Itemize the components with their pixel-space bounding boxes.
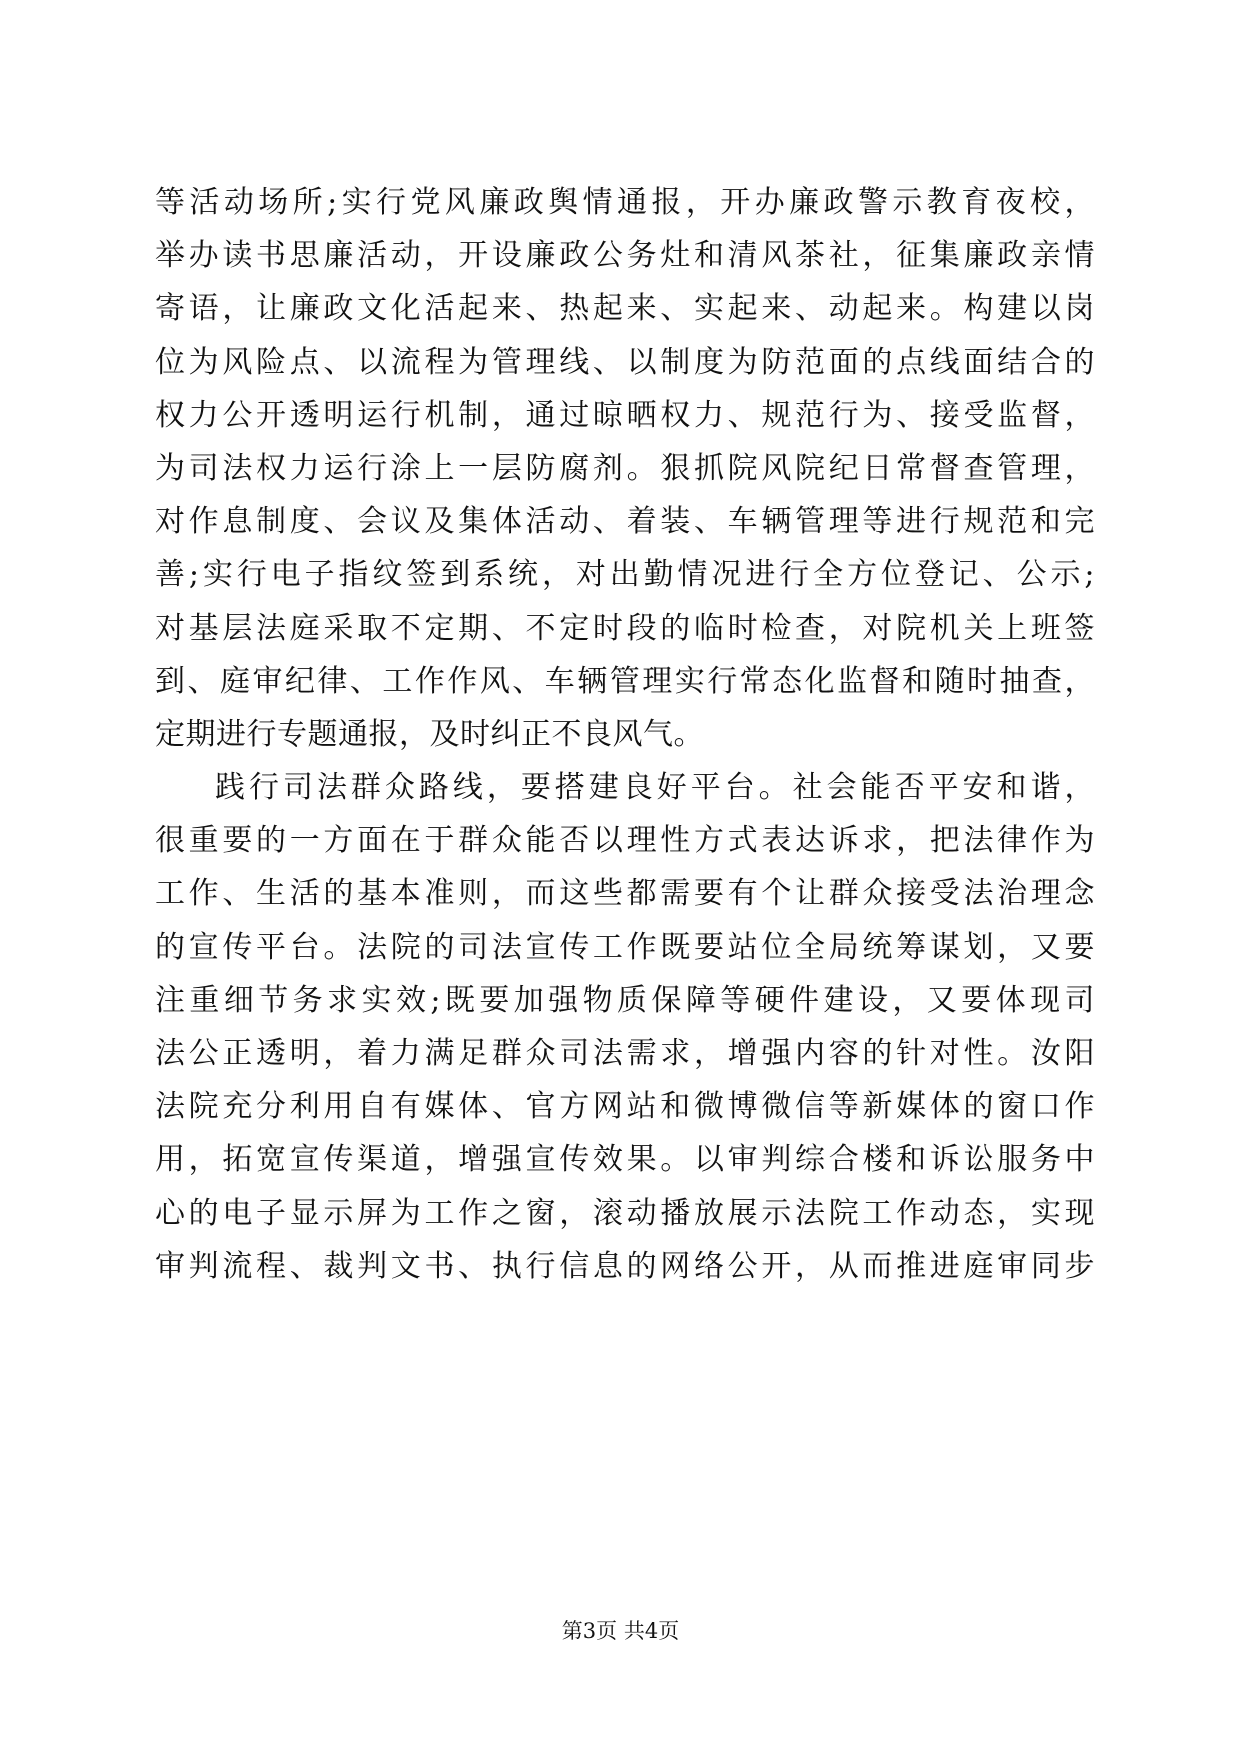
text-line: 心的电子显示屏为工作之窗，滚动播放展示法院工作动态，实现 [155,1195,1095,1231]
text-line: 位为风险点、以流程为管理线、以制度为防范面的点线面结合的 [155,344,1095,380]
text-line: 善;实行电子指纹签到系统，对出勤情况进行全方位登记、公示; [155,557,1095,593]
text-line: 到、庭审纪律、工作作风、车辆管理实行常态化监督和随时抽查， [155,663,1095,699]
text-line: 法院充分利用自有媒体、官方网站和微博微信等新媒体的窗口作 [155,1089,1095,1125]
text-line: 等活动场所;实行党风廉政舆情通报，开办廉政警示教育夜校， [155,185,1095,220]
text-line: 权力公开透明运行机制，通过晾晒权力、规范行为、接受监督， [155,397,1095,433]
text-line: 审判流程、裁判文书、执行信息的网络公开，从而推进庭审同步 [155,1248,1095,1284]
page-number-footer: 第3页 共4页 [561,1619,680,1643]
text-line: 用，拓宽宣传渠道，增强宣传效果。以审判综合楼和诉讼服务中 [155,1142,1095,1178]
text-line: 寄语，让廉政文化活起来、热起来、实起来、动起来。构建以岗 [155,291,1095,327]
text-line: 举办读书思廉活动，开设廉政公务灶和清风茶社，征集廉政亲情 [155,238,1095,274]
text-line: 工作、生活的基本准则，而这些都需要有个让群众接受法治理念 [155,876,1095,912]
text-line: 注重细节务求实效;既要加强物质保障等硬件建设，又要体现司 [155,982,1095,1018]
document-body [155,176,1095,1293]
text-line: 对作息制度、会议及集体活动、着装、车辆管理等进行规范和完 [155,504,1095,540]
text-line: 法公正透明，着力满足群众司法需求，增强内容的针对性。汝阳 [155,1036,1095,1071]
text-line: 对基层法庭采取不定期、不定时段的临时检查，对院机关上班签 [155,610,1095,646]
text-line: 很重要的一方面在于群众能否以理性方式表达诉求，把法律作为 [155,823,1095,859]
text-line: 为司法权力运行涂上一层防腐剂。狠抓院风院纪日常督查管理， [155,450,1095,486]
text-line: 定期进行专题通报，及时纠正不良风气。 [155,716,704,752]
text-line: 的宣传平台。法院的司法宣传工作既要站位全局统筹谋划，又要 [155,929,1095,965]
text-line: 践行司法群众路线，要搭建良好平台。社会能否平安和谐， [215,770,1095,806]
